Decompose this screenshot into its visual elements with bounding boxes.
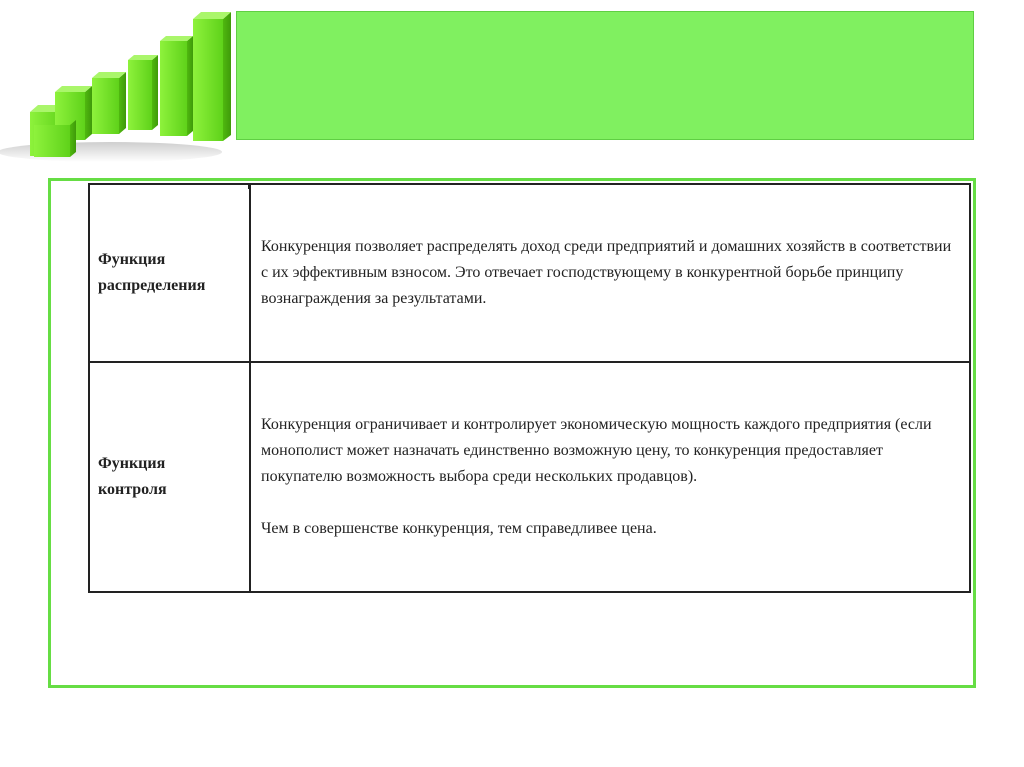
function-description-note: Чем в совершенстве конкуренция, тем справедливее цена. bbox=[261, 520, 657, 537]
function-name-line: Функция bbox=[98, 455, 166, 472]
table-row bbox=[89, 362, 970, 592]
table-row bbox=[89, 184, 970, 362]
function-name-cell bbox=[89, 184, 250, 362]
function-name-cell bbox=[89, 362, 250, 592]
functions-table bbox=[88, 183, 971, 593]
function-name-line: распределения bbox=[98, 277, 206, 294]
function-name-line: Функция bbox=[98, 251, 166, 268]
function-description: Конкуренция ограничивает и контролирует экономическую мощность каждого предприятия (если монополист может назначать единственно возможную цену, то конкуренция предоставляет покупателю возможность выбора среди нескольких продавцов). bbox=[261, 416, 932, 485]
function-description-cell bbox=[250, 184, 970, 362]
title-banner bbox=[236, 11, 974, 140]
function-description: Конкуренция позволяет распределять доход среди предприятий и домашних хозяйств в соответствии с их эффективным взносом. Это отвечает господствующему в конкурентной борьбе принципу вознаграждения за результатами. bbox=[261, 238, 952, 307]
green-bar-chart-icon bbox=[0, 0, 236, 165]
function-description-cell bbox=[250, 362, 970, 592]
function-name-line: контроля bbox=[98, 481, 167, 498]
